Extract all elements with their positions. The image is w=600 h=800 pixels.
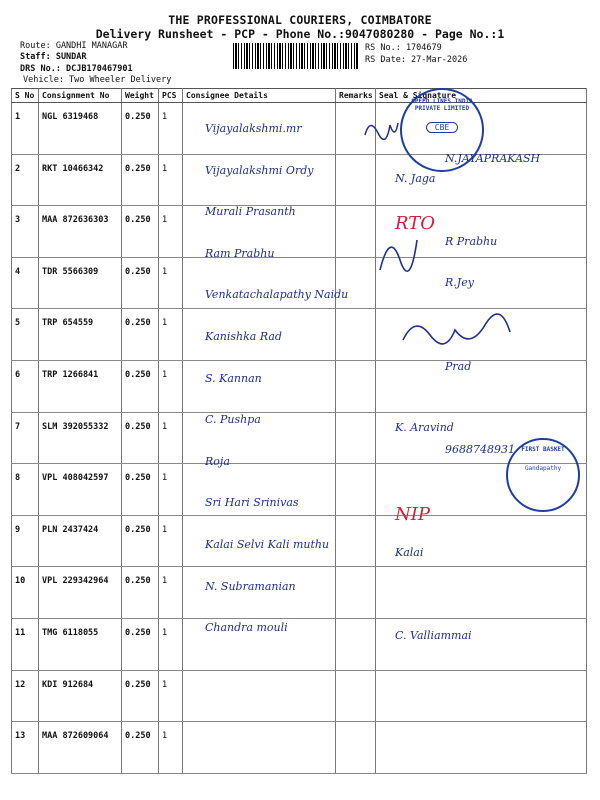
row-signature-cell	[376, 567, 587, 619]
row-sno: 5	[12, 309, 39, 361]
row-weight: 0.250	[122, 412, 159, 464]
row-remarks-cell	[336, 722, 376, 774]
row-sno: 6	[12, 360, 39, 412]
table-row	[12, 464, 587, 516]
row-signature-handwriting: R.Jey	[445, 276, 474, 290]
row-pcs: 1	[159, 103, 183, 155]
row-sno: 7	[12, 412, 39, 464]
row-sno: 1	[12, 103, 39, 155]
row-consignment: NGL 6319468	[39, 103, 122, 155]
row-weight: 0.250	[122, 464, 159, 516]
row-remarks-cell	[336, 154, 376, 206]
table-header	[12, 89, 587, 103]
row-pcs: 1	[159, 670, 183, 722]
table-row	[12, 206, 587, 258]
row-sno: 4	[12, 257, 39, 309]
rs-number: RS No.: 1704679	[365, 43, 442, 53]
table-row	[12, 567, 587, 619]
row-weight: 0.250	[122, 257, 159, 309]
row-sno: 8	[12, 464, 39, 516]
col-sno: S No	[12, 89, 39, 103]
runsheet-subtitle: Delivery Runsheet - PCP - Phone No.:9047080280 - Page No.:1	[95, 27, 505, 41]
runsheet-table	[11, 88, 587, 774]
row-weight: 0.250	[122, 206, 159, 258]
row-remarks-cell	[336, 412, 376, 464]
row-signature-cell	[376, 618, 587, 670]
row-remarks-handwriting: NIP	[395, 504, 430, 526]
signature-scribble-6	[395, 310, 515, 355]
row-sno: 9	[12, 515, 39, 567]
col-consignment: Consignment No	[39, 89, 122, 103]
shop-seal-ring: FIRST BASKET	[521, 446, 565, 453]
row-remarks-cell	[336, 670, 376, 722]
row-consignee-handwriting: Vijayalakshmi Ordy	[205, 163, 314, 177]
row-pcs: 1	[159, 464, 183, 516]
row-remarks-cell	[336, 567, 376, 619]
row-consignee-handwriting: S. Kannan	[205, 371, 262, 385]
row-weight: 0.250	[122, 567, 159, 619]
row-pcs: 1	[159, 360, 183, 412]
row-pcs: 1	[159, 412, 183, 464]
signature-scribble-1	[360, 115, 400, 145]
row-pcs: 1	[159, 567, 183, 619]
row-remarks-cell	[336, 360, 376, 412]
row-pcs: 1	[159, 515, 183, 567]
row-remarks-cell	[336, 464, 376, 516]
row-consignee-handwriting: N. Subramanian	[205, 579, 296, 593]
row-sno: 13	[12, 722, 39, 774]
row-remarks-cell	[336, 618, 376, 670]
row-remarks-handwriting: C. Valliammai	[395, 629, 472, 643]
signature-scribble-4	[375, 230, 420, 275]
row-remarks-handwriting: K. Aravind	[395, 421, 454, 435]
seal-ring-text: SPEED LINES INDIA PRIVATE LIMITED	[411, 98, 473, 112]
table-row	[12, 722, 587, 774]
row-sno: 12	[12, 670, 39, 722]
shop-seal-stamp	[506, 438, 580, 512]
row-weight: 0.250	[122, 618, 159, 670]
row-sno: 10	[12, 567, 39, 619]
col-consignee: Consignee Details	[183, 89, 336, 103]
row-consignee-handwriting: Venkatachalapathy Naidu	[205, 288, 349, 302]
route-label: Route: GANDHI MANAGAR	[20, 41, 128, 51]
row-consignee-handwriting: Kalai Selvi Kali muthu	[205, 538, 330, 551]
col-remarks: Remarks	[336, 89, 376, 103]
row-consignee-handwriting: Murali Prasanth	[205, 205, 296, 219]
row-signature-cell	[376, 360, 587, 412]
row-pcs: 1	[159, 309, 183, 361]
row-remarks-handwriting: N. Jaga	[395, 171, 436, 185]
row-consignment: KDI 912684	[39, 670, 122, 722]
row-consignee-cell	[183, 154, 336, 206]
row-remarks-cell	[336, 309, 376, 361]
table-row	[12, 670, 587, 722]
row-weight: 0.250	[122, 360, 159, 412]
col-pcs: PCS	[159, 89, 183, 103]
row-consignment: RKT 10466342	[39, 154, 122, 206]
vehicle-label: Vehicle: Two Wheeler Delivery	[23, 75, 172, 85]
row-consignment: TRP 1266841	[39, 360, 122, 412]
row-weight: 0.250	[122, 670, 159, 722]
table-row	[12, 412, 587, 464]
row-consignee-cell	[183, 567, 336, 619]
row-consignee-handwriting: Ram Prabhu	[205, 246, 275, 260]
row-consignment: VPL 408042597	[39, 464, 122, 516]
row-consignee-cell	[183, 360, 336, 412]
row-weight: 0.250	[122, 154, 159, 206]
row-weight: 0.250	[122, 722, 159, 774]
row-signature-cell	[376, 722, 587, 774]
row-consignment: TMG 6118055	[39, 618, 122, 670]
row-consignment: SLM 392055332	[39, 412, 122, 464]
row-sno: 2	[12, 154, 39, 206]
row-consignment: TDR 5566309	[39, 257, 122, 309]
table-row	[12, 618, 587, 670]
row-consignee-handwriting: Chandra mouli	[205, 621, 288, 635]
row-consignee-handwriting: Roja	[205, 454, 230, 468]
row-weight: 0.250	[122, 515, 159, 567]
row-pcs: 1	[159, 618, 183, 670]
rs-date: RS Date: 27-Mar-2026	[365, 55, 468, 65]
row-weight: 0.250	[122, 309, 159, 361]
row-pcs: 1	[159, 257, 183, 309]
row-signature-handwriting: N.JAYAPRAKASH	[445, 151, 541, 165]
row-signature-handwriting: R Prabhu	[445, 234, 498, 248]
row-consignee-handwriting: Sri Hari Srinivas	[205, 496, 299, 510]
row-remarks-handwriting: Kalai	[395, 546, 424, 559]
staff-label: Staff: SUNDAR	[20, 52, 87, 62]
row-consignment: PLN 2437424	[39, 515, 122, 567]
col-weight: Weight	[122, 89, 159, 103]
row-consignee-handwriting: C. Pushpa	[205, 413, 261, 427]
row-sno: 11	[12, 618, 39, 670]
row-weight: 0.250	[122, 103, 159, 155]
row-consignment: MAA 872636303	[39, 206, 122, 258]
barcode	[233, 43, 359, 69]
courier-seal-stamp	[400, 88, 484, 172]
seal-center-text: CBE	[426, 122, 458, 133]
row-signature-handwriting: 9688748931	[445, 442, 515, 456]
row-consignment: VPL 229342964	[39, 567, 122, 619]
row-consignee-cell	[183, 722, 336, 774]
row-remarks-cell	[336, 206, 376, 258]
company-title: THE PROFESSIONAL COURIERS, COIMBATORE	[168, 13, 432, 27]
row-pcs: 1	[159, 206, 183, 258]
row-consignee-cell	[183, 670, 336, 722]
shop-seal-center: Gandapathy	[524, 465, 562, 472]
row-consignment: MAA 872609064	[39, 722, 122, 774]
row-signature-handwriting: Prad	[445, 359, 472, 373]
row-remarks-handwriting: RTO	[395, 213, 435, 235]
table-row	[12, 360, 587, 412]
row-sno: 3	[12, 206, 39, 258]
row-consignee-handwriting: Vijayalakshmi.mr	[205, 122, 302, 135]
col-signature: Seal & Signature	[376, 89, 587, 103]
row-pcs: 1	[159, 722, 183, 774]
row-signature-cell	[376, 670, 587, 722]
row-consignment: TRP 654559	[39, 309, 122, 361]
row-pcs: 1	[159, 154, 183, 206]
row-consignee-handwriting: Kanishka Rad	[205, 330, 282, 343]
row-remarks-cell	[336, 515, 376, 567]
drs-number: DRS No.: DCJB170467901	[20, 64, 133, 74]
